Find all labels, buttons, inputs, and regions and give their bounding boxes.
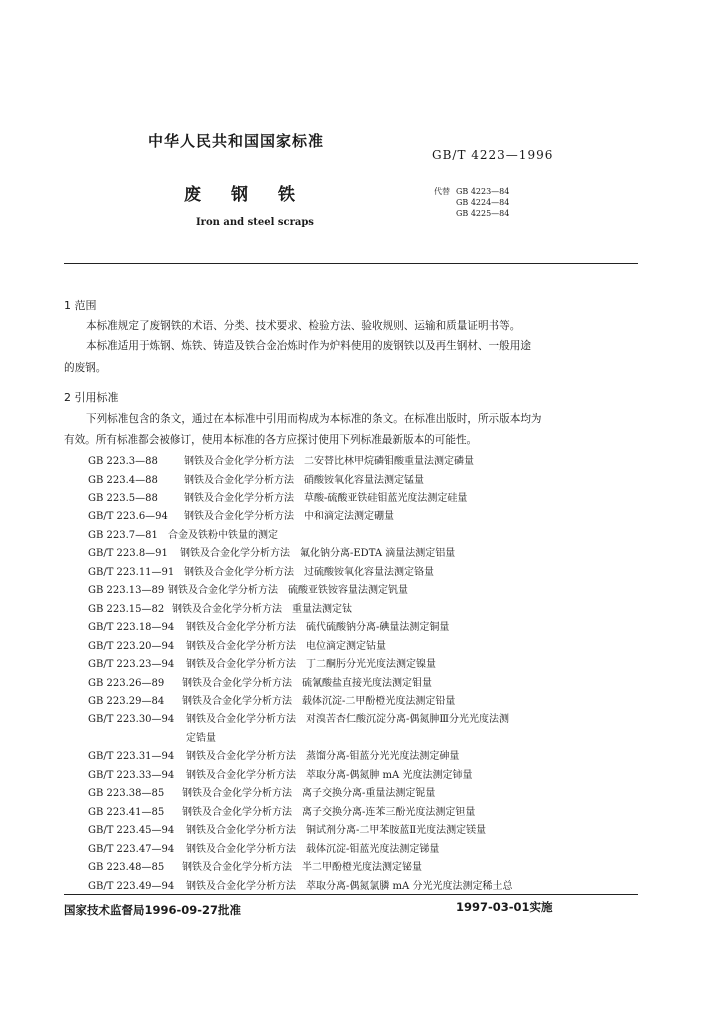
reference-title: 钢铁及合金化学分析方法 铜试剂分离-二甲苯胺蓝Ⅱ光度法测定镁量 bbox=[186, 825, 487, 837]
reference-item bbox=[88, 655, 436, 670]
replaced-standard: GB 4223—84 bbox=[456, 187, 510, 196]
reference-code: GB/T 223.45—94 bbox=[88, 825, 175, 837]
reference-title: 钢铁及合金化学分析方法 二安替比林甲烷磷钼酸重量法测定磷量 bbox=[184, 456, 474, 467]
reference-title: 钢铁及合金化学分析方法 萃取分离-偶氮氯膦 mA 分光光度法测定稀土总 bbox=[186, 881, 513, 892]
reference-title: 钢铁及合金化学分析方法 氟化钠分离-EDTA 滴量法测定铝量 bbox=[180, 548, 456, 560]
reference-code: GB/T 223.33—94 bbox=[88, 769, 175, 781]
reference-title: 合金及铁粉中铁量的测定 bbox=[168, 529, 278, 541]
header-divider bbox=[64, 263, 638, 264]
reference-code: GB/T 223.47—94 bbox=[88, 843, 175, 855]
reference-item bbox=[88, 563, 434, 578]
reference-code: GB 223.15—82 bbox=[88, 603, 165, 615]
reference-code: GB 223.48—85 bbox=[88, 862, 165, 873]
paragraph: 本标准规定了废钢铁的术语、分类、技术要求、检验方法、验收规则、运输和质量证明书等。 bbox=[86, 320, 521, 332]
reference-code: GB/T 223.11—91 bbox=[88, 566, 175, 578]
reference-code: GB/T 223.8—91 bbox=[88, 548, 168, 560]
reference-item bbox=[88, 507, 394, 522]
reference-item bbox=[88, 544, 455, 559]
reference-code: GB 223.26—89 bbox=[88, 677, 165, 689]
footer-divider bbox=[64, 894, 638, 895]
reference-item bbox=[88, 784, 435, 799]
reference-title: 钢铁及合金化学分析方法 硫酸亚铁铵容量法测定钒量 bbox=[168, 585, 408, 597]
reference-item bbox=[88, 581, 408, 596]
reference-code: GB 223.7—81 bbox=[88, 529, 158, 541]
reference-item bbox=[88, 618, 449, 633]
reference-code: GB 223.4—88 bbox=[88, 474, 158, 486]
paragraph: 下列标准包含的条文，通过在本标准中引用而构成为本标准的条文。在标准出版时，所示版本均为 bbox=[86, 413, 542, 425]
title-char: 铁 bbox=[278, 185, 295, 205]
reference-code: GB/T 223.31—94 bbox=[88, 751, 175, 763]
reference-item bbox=[88, 674, 432, 689]
reference-title: 钢铁及合金化学分析方法 萃取分离-偶氮胂 mA 光度法测定铈量 bbox=[186, 769, 473, 781]
reference-item bbox=[88, 452, 474, 467]
reference-item bbox=[88, 840, 439, 855]
document-title-en: Iron and steel scraps bbox=[196, 217, 314, 228]
reference-title: 钢铁及合金化学分析方法 载体沉淀-二甲酚橙光度法测定铅量 bbox=[182, 695, 456, 707]
replaced-standard: GB 4224—84 bbox=[456, 198, 510, 207]
reference-title: 钢铁及合金化学分析方法 载体沉淀-钼蓝光度法测定锑量 bbox=[186, 843, 440, 855]
reference-title: 钢铁及合金化学分析方法 硝酸铵氧化容量法测定锰量 bbox=[184, 474, 424, 486]
reference-item bbox=[88, 637, 386, 652]
reference-title: 钢铁及合金化学分析方法 重量法测定钛 bbox=[172, 603, 352, 615]
reference-item-continuation: 定锆量 bbox=[186, 732, 216, 744]
reference-title: 钢铁及合金化学分析方法 电位滴定测定钴量 bbox=[186, 640, 386, 652]
reference-code: GB/T 223.18—94 bbox=[88, 622, 175, 634]
reference-title: 钢铁及合金化学分析方法 丁二酮肟分光光度法测定镍量 bbox=[186, 659, 436, 670]
paragraph: 本标准适用于炼钢、炼铁、铸造及铁合金冶炼时作为炉料使用的废钢铁以及再生钢材、一般用途 bbox=[86, 340, 531, 352]
reference-item bbox=[88, 877, 512, 892]
reference-code: GB/T 223.23—94 bbox=[88, 659, 175, 670]
reference-code: GB/T 223.30—94 bbox=[88, 714, 175, 726]
reference-title: 钢铁及合金化学分析方法 离子交换分离-连苯三酚光度法测定钽量 bbox=[182, 806, 476, 818]
reference-title: 钢铁及合金化学分析方法 过硫酸铵氧化容量法测定铬量 bbox=[184, 566, 434, 578]
title-char: 废 bbox=[184, 185, 201, 205]
reference-title: 钢铁及合金化学分析方法 离子交换分离-重量法测定铌量 bbox=[182, 788, 436, 800]
reference-title: 钢铁及合金化学分析方法 草酸-硫酸亚铁硅钼蓝光度法测定硅量 bbox=[184, 492, 468, 504]
paragraph: 有效。所有标准都会被修订，使用本标准的各方应探讨使用下列标准最新版本的可能性。 bbox=[64, 434, 478, 446]
replaces-label: 代替 bbox=[434, 187, 450, 196]
reference-code: GB 223.29—84 bbox=[88, 695, 165, 707]
replaced-standard: GB 4225—84 bbox=[456, 209, 510, 218]
reference-code: GB 223.41—85 bbox=[88, 806, 165, 818]
issuing-organization: 中华人民共和国国家标准 bbox=[148, 132, 325, 150]
reference-code: GB/T 223.49—94 bbox=[88, 881, 175, 892]
standard-number: GB/T 4223—1996 bbox=[432, 148, 554, 162]
reference-code: GB 223.13—89 bbox=[88, 585, 165, 597]
implementation-date: 1997-03-01实施 bbox=[456, 900, 553, 914]
reference-item bbox=[88, 600, 352, 615]
reference-item bbox=[88, 692, 455, 707]
reference-item bbox=[88, 747, 459, 762]
reference-title: 钢铁及合金化学分析方法 中和滴定法测定硼量 bbox=[184, 511, 394, 523]
reference-code: GB/T 223.20—94 bbox=[88, 640, 175, 652]
title-char: 钢 bbox=[231, 185, 248, 205]
reference-item bbox=[88, 858, 422, 873]
reference-item bbox=[88, 489, 467, 504]
reference-item bbox=[88, 526, 278, 541]
reference-item bbox=[88, 710, 509, 725]
replaces-block bbox=[434, 186, 509, 219]
reference-item bbox=[88, 471, 424, 486]
reference-item bbox=[88, 821, 486, 836]
reference-code: GB 223.5—88 bbox=[88, 492, 158, 504]
section-heading-references: 2 引用标准 bbox=[64, 391, 119, 404]
section-heading-scope: 1 范围 bbox=[64, 299, 97, 312]
approval-statement: 国家技术监督局1996-09-27批准 bbox=[64, 903, 242, 917]
reference-title: 钢铁及合金化学分析方法 硫代硫酸钠分离-碘量法测定铜量 bbox=[186, 622, 450, 634]
reference-code: GB 223.3—88 bbox=[88, 456, 158, 467]
reference-code: GB 223.38—85 bbox=[88, 788, 165, 800]
reference-title: 钢铁及合金化学分析方法 对溴苦杏仁酸沉淀分离-偶氮胂Ⅲ分光光度法测 bbox=[186, 714, 510, 726]
document-title-cn bbox=[184, 180, 325, 205]
paragraph: 的废钢。 bbox=[64, 362, 107, 374]
reference-item bbox=[88, 766, 472, 781]
reference-code: GB/T 223.6—94 bbox=[88, 511, 168, 523]
reference-title: 钢铁及合金化学分析方法 硫氰酸盐直接光度法测定钼量 bbox=[182, 677, 432, 689]
reference-item bbox=[88, 803, 475, 818]
reference-title: 钢铁及合金化学分析方法 半二甲酚橙光度法测定铋量 bbox=[182, 862, 422, 873]
reference-title: 钢铁及合金化学分析方法 蒸馏分离-钼蓝分光光度法测定砷量 bbox=[186, 751, 460, 763]
